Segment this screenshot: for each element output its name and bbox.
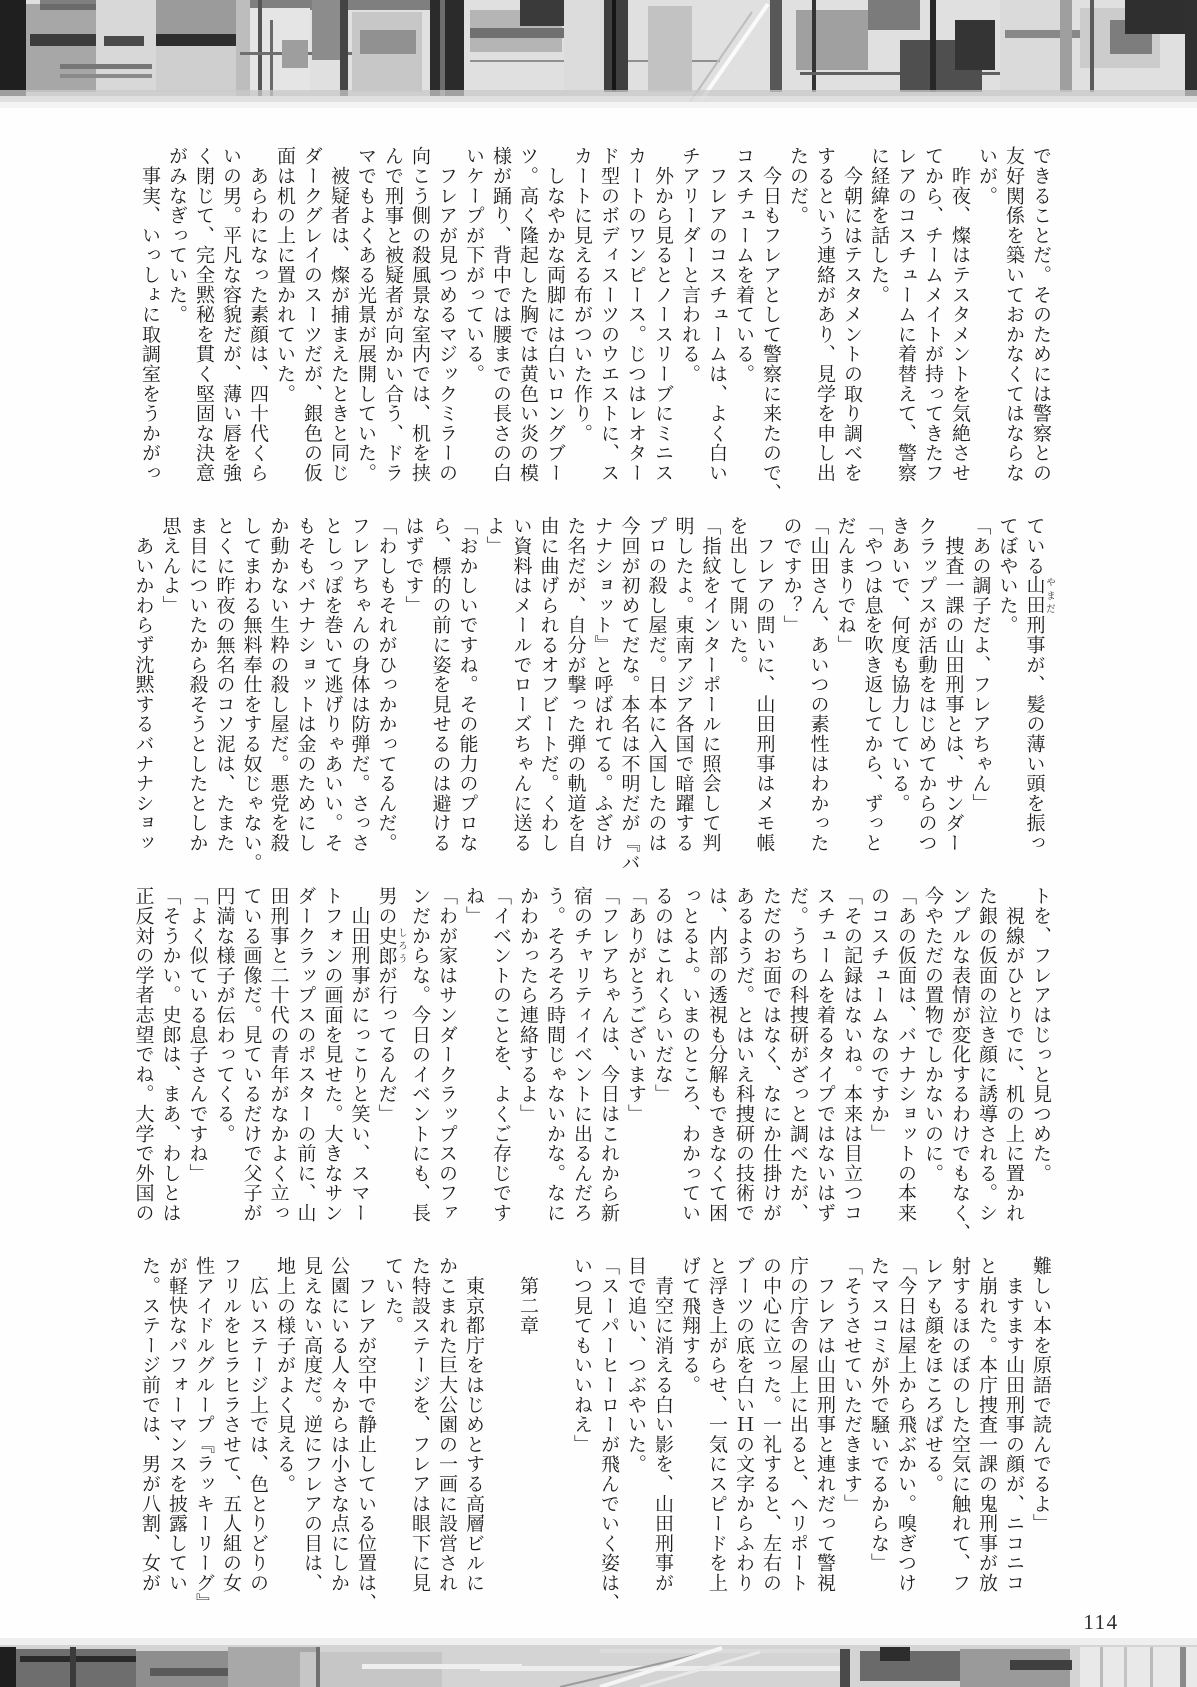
text-column: てぼやいた。 bbox=[996, 516, 1018, 635]
text-column: 目で追い、つぶやいた。 bbox=[625, 1256, 646, 1474]
text-column: っとるよ。いまのところ、わかってい bbox=[679, 886, 700, 1223]
text-column: フレアが空中で静止している位置は、 bbox=[355, 1256, 376, 1613]
text-column: チアリーダーと言われる。 bbox=[679, 146, 700, 384]
text-column: かこまれた巨大公園の一画に設営され bbox=[436, 1256, 457, 1593]
text-column: かわかったら連絡するよ」 bbox=[517, 886, 538, 1124]
text-column: 思えんよ」 bbox=[159, 516, 181, 615]
text-block-row-4 bbox=[130, 1256, 1054, 1613]
text-column: スチュームを着るタイプではないはず bbox=[814, 886, 835, 1223]
text-column: だんまりでね」 bbox=[834, 516, 856, 655]
text-column: ツ。高く隆起した胸では黄色い炎の模 bbox=[517, 146, 538, 483]
text-column: とくに昨夜の無名のコソ泥は、たまた bbox=[213, 516, 235, 853]
text-column: 「イベントのことを、よくご存じです bbox=[490, 886, 511, 1223]
text-column: 「おかしいですね。その能力のプロな bbox=[456, 516, 478, 853]
text-column: いケープが下がっている。 bbox=[463, 146, 484, 384]
text-column: 「やつは息を吹き返してから、ずっと bbox=[861, 516, 883, 853]
text-column: のコスチュームなのですか」 bbox=[868, 886, 889, 1144]
text-column: ている画像だ。見ているだけで父子が bbox=[240, 886, 262, 1223]
text-column: クラップスが活動をはじめてからのつ bbox=[915, 516, 937, 853]
text-column: 「そうさせていただきます」 bbox=[841, 1256, 862, 1514]
text-column: あらわになった素顔は、四十代くら bbox=[247, 146, 268, 483]
text-column: 「その記録はないね。本来は目立つコ bbox=[841, 886, 862, 1223]
text-column: 昨夜、燦はテスタメントを気絶させ bbox=[949, 146, 970, 483]
text-column: を出して開いた。 bbox=[726, 516, 748, 675]
text-column: 「あの調子だよ、フレアちゃん」 bbox=[969, 516, 991, 813]
text-column: 公園にいる人々からは小さな点にしか bbox=[328, 1256, 349, 1593]
text-column: が軽快なパフォーマンスを披露してい bbox=[166, 1256, 187, 1593]
text-column: いの男。平凡な容貌だが、薄い唇を強 bbox=[220, 146, 241, 483]
text-block-row-3 bbox=[130, 886, 1054, 1243]
text-column: てから、チームメイトが持ってきたフ bbox=[922, 146, 943, 483]
text-column: と崩れた。本庁捜査一課の鬼刑事が放 bbox=[976, 1256, 997, 1593]
text-column: はずです」 bbox=[402, 516, 424, 615]
text-column: してまわる無料奉仕をする奴じゃない。 bbox=[240, 516, 262, 873]
text-column: 今日もフレアとして警察に来たので、 bbox=[760, 146, 781, 503]
text-column: ね」 bbox=[463, 886, 484, 926]
text-column: もそもバナナショットは金のためにし bbox=[294, 516, 316, 853]
text-column: たのだ。 bbox=[787, 146, 808, 226]
bottom-banner-artwork bbox=[0, 1638, 1197, 1687]
text-column: 田刑事と二十代の青年がなかよく立っ bbox=[267, 886, 289, 1223]
text-column: 射するほのぼのした空気に触れて、フ bbox=[949, 1256, 970, 1593]
text-column: あるようだ。とはいえ科捜研の技術で bbox=[733, 886, 754, 1223]
text-column: 「今日は屋上から飛ぶかい。嗅ぎつけ bbox=[895, 1256, 916, 1593]
text-column: 難しい本を原語で読んでるよ」 bbox=[1030, 1256, 1051, 1534]
text-column: 宿のチャリティイベントに出るんだろ bbox=[571, 886, 592, 1223]
text-column: カートに見える布がついた作り。 bbox=[571, 146, 592, 443]
text-column: ま目についたから殺そうとしたとしか bbox=[186, 516, 208, 853]
text-column: 庁の庁舎の屋上に出ると、ヘリポート bbox=[787, 1256, 808, 1593]
text-column: 「そうかい。史郎は、まあ、わしとは bbox=[159, 886, 181, 1223]
text-column: 円満な様子が伝わってくる。 bbox=[213, 886, 235, 1144]
text-column: 「あの仮面は、バナナショットの本来 bbox=[895, 886, 916, 1223]
text-column: 男の史郎 しろうが行ってるんだ」 bbox=[375, 886, 406, 1124]
text-column: フレアのコスチュームは、よく白い bbox=[706, 146, 727, 483]
text-block-row-1 bbox=[130, 146, 1054, 503]
text-column: ますます山田刑事の顔が、ニコニコ bbox=[1003, 1256, 1024, 1593]
text-column: ブーツの底を白いＨの文字からふわり bbox=[733, 1256, 754, 1593]
text-column: 青空に消える白い影を、山田刑事が bbox=[652, 1256, 673, 1593]
text-column: たマスコミが外で騒いでるからな」 bbox=[868, 1256, 889, 1573]
text-column: う。そろそろ時間じゃないかな。なに bbox=[544, 886, 565, 1223]
text-column: トを、フレアはじっと見つめた。 bbox=[1030, 886, 1051, 1183]
text-column: あいかわらず沈黙するバナナショッ bbox=[132, 516, 154, 853]
text-column: 今やただの置物でしかないのに。 bbox=[922, 886, 943, 1183]
blank-column bbox=[487, 1256, 514, 1608]
text-column: フリルをヒラヒラさせて、五人組の女 bbox=[220, 1256, 241, 1593]
text-block-row-2 bbox=[130, 516, 1054, 873]
blank-column bbox=[541, 1256, 568, 1608]
text-column: るのはこれくらいだな」 bbox=[652, 886, 673, 1104]
text-column: 由に曲げられるオフビートだ。くわし bbox=[537, 516, 559, 853]
text-column: か動かない生粋の殺し屋だ。悪党を殺 bbox=[267, 516, 289, 853]
text-column: 「指紋をインターポールに照会して判 bbox=[699, 516, 721, 853]
text-column: 正反対の学者志望でね。大学で外国の bbox=[132, 886, 154, 1223]
text-column: フレアは山田刑事と連れだって警視 bbox=[814, 1256, 835, 1593]
text-column: 「ありがとうございます」 bbox=[625, 886, 646, 1124]
text-column: いつ見てもいいねえ」 bbox=[571, 1256, 592, 1454]
text-column: 友好関係を築いておかなくてはならな bbox=[1003, 146, 1024, 483]
text-column: ダークグレイのスーツだが、銀色の仮 bbox=[301, 146, 322, 483]
text-column: の中心に立った。一礼すると、左右の bbox=[760, 1256, 781, 1593]
text-column: に経緯を話した。 bbox=[868, 146, 889, 305]
text-column: トフォンの画面を見せた。大きなサン bbox=[321, 886, 343, 1223]
text-column: よ」 bbox=[483, 516, 505, 556]
text-column: フレアの問いに、山田刑事はメモ帳 bbox=[753, 516, 775, 853]
text-column: ンだからな。今日のイベントにも、長 bbox=[409, 886, 430, 1223]
text-column: 地上の様子がよく見える。 bbox=[274, 1256, 295, 1494]
text-column: と浮き上がらせ、一気にスピードを上 bbox=[706, 1256, 727, 1593]
text-column: た名だが、自分が撃った弾の軌道を自 bbox=[564, 516, 586, 853]
text-column: 「フレアちゃんは、今日はこれから新 bbox=[598, 886, 619, 1223]
text-column: 性アイドルグループ『ラッキーリーグ』 bbox=[193, 1256, 214, 1613]
text-column: 「山田さん、あいつの素性はわかった bbox=[807, 516, 829, 853]
text-column: 面は机の上に置かれていた。 bbox=[274, 146, 295, 404]
text-column: 外から見るとノースリーブにミニス bbox=[652, 146, 673, 483]
text-column: た銀の仮面の泣き顔に誘導される。シ bbox=[976, 886, 997, 1223]
text-column: きあいで、何度も協力している。 bbox=[888, 516, 910, 813]
text-column: い資料はメールでローズちゃんに送る bbox=[510, 516, 532, 853]
text-column: マでもよくある光景が展開していた。 bbox=[355, 146, 376, 483]
text-column: としっぽを巻いて逃げりゃあいい。そ bbox=[321, 516, 343, 853]
text-column: ている山田 やまだ刑事が、髪の薄い頭を振っ bbox=[1023, 516, 1054, 853]
text-column: ナナショット』と呼ばれてる。ふざけ bbox=[591, 516, 613, 853]
text-column: ド型のボディスーツのウエストに、ス bbox=[598, 146, 619, 483]
page-number: 114 bbox=[1083, 1610, 1119, 1634]
text-column: ただのお面ではなく、なにか仕掛けが bbox=[760, 886, 781, 1223]
text-column: レアも顔をほころばせる。 bbox=[922, 1256, 943, 1494]
text-column: いが。 bbox=[976, 146, 997, 206]
text-column: 「よく似ている息子さんですね」 bbox=[186, 886, 208, 1183]
text-column: ダークラップスのポスターの前に、山 bbox=[294, 886, 316, 1223]
text-column: コスチュームを着ている。 bbox=[733, 146, 754, 384]
text-column: するという連絡があり、見学を申し出 bbox=[814, 146, 835, 483]
top-banner-artwork bbox=[0, 0, 1197, 108]
text-column: 被疑者は、燦が捕まえたときと同じ bbox=[328, 146, 349, 483]
text-column: 明したよ。東南アジア各国で暗躍する bbox=[672, 516, 694, 853]
text-column: フレアが見つめるマジックミラーの bbox=[436, 146, 457, 483]
text-column: 様が踊り、背中では腰までの長さの白 bbox=[490, 146, 511, 483]
text-column: プロの殺し屋だ。日本に入国したのは bbox=[645, 516, 667, 853]
text-column: 事実、いっしょに取調室をうかがっ bbox=[139, 146, 160, 483]
text-column: げて飛翔する。 bbox=[679, 1256, 700, 1395]
text-column: 見えない高度だ。逆にフレアの目は、 bbox=[301, 1256, 322, 1593]
text-column: 向こう側の殺風景な室内では、机を挟 bbox=[409, 146, 430, 483]
text-column: 捜査一課の山田刑事とは、サンダー bbox=[942, 516, 964, 853]
text-column: レアのコスチュームに着替えて、警察 bbox=[895, 146, 916, 483]
text-column: 今朝にはテスタメントの取り調べを bbox=[841, 146, 862, 483]
text-column: 山田刑事がにっこりと笑い、スマー bbox=[348, 886, 370, 1223]
text-column: ていた。 bbox=[382, 1256, 403, 1336]
text-column: んで刑事と被疑者が向かい合う、ドラ bbox=[382, 146, 403, 483]
text-column: ら、標的の前に姿を見せるのは避ける bbox=[429, 516, 451, 853]
text-column: た特設ステージを、フレアは眼下に見 bbox=[409, 1256, 430, 1593]
text-column: がみなぎっていた。 bbox=[166, 146, 187, 325]
text-column: 「わしもそれがひっかかってるんだ。 bbox=[375, 516, 397, 853]
text-column: 第二章 bbox=[517, 1256, 538, 1336]
text-column: 「スーパーヒーローが飛んでいく姿は、 bbox=[598, 1256, 619, 1613]
text-column: 視線がひとりでに、机の上に置かれ bbox=[1003, 886, 1024, 1223]
text-column: 広いステージ上では、色とりどりの bbox=[247, 1256, 268, 1593]
text-column: 今回が初めてだな。本名は不明だが『バ bbox=[618, 516, 640, 873]
text-column: カートのワンピース。じつはレオター bbox=[625, 146, 646, 483]
text-column: く閉じて、完全黙秘を貫く堅固な決意 bbox=[193, 146, 214, 483]
text-column: だ。うちの科捜研がざっと調べたが、 bbox=[787, 886, 808, 1223]
text-column: のですか？」 bbox=[780, 516, 802, 635]
text-column: ンプルな表情が変化するわけでもなく、 bbox=[949, 886, 970, 1243]
text-column: しなやかな両脚には白いロングブー bbox=[544, 146, 565, 483]
text-column: た。ステージ前では、男が八割、女が bbox=[139, 1256, 160, 1593]
text-column: できることだ。そのためには警察との bbox=[1030, 146, 1051, 483]
text-column: フレアちゃんの身体は防弾だ。さっさ bbox=[348, 516, 370, 853]
text-column: は、内部の透視も分解もできなくて困 bbox=[706, 886, 727, 1223]
text-column: 「わが家はサンダークラップスのファ bbox=[436, 886, 457, 1223]
text-column: 東京都庁をはじめとする高層ビルに bbox=[463, 1256, 484, 1593]
